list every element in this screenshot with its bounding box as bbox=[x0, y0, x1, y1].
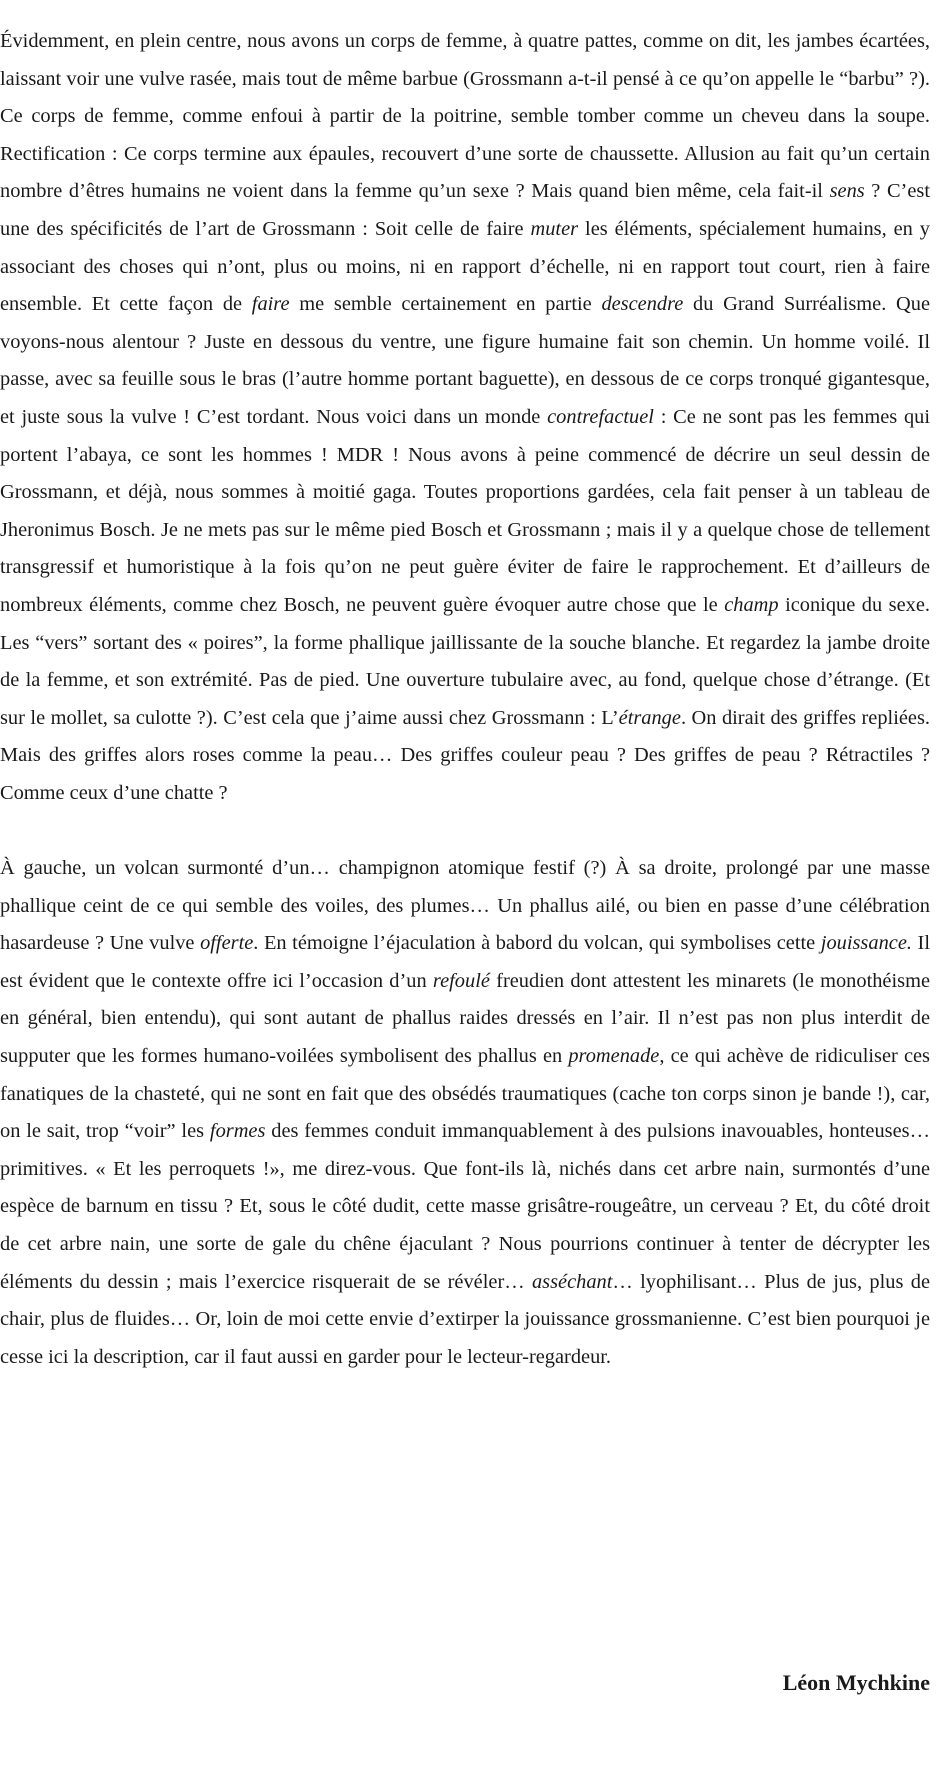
text-run: les éléments, spécialement humains, en y associant des choses qui n’ont, plus ou moins, ni en rapport d’échelle, ni en rapport tout court, rien à faire ensemble. Et cette façon de bbox=[0, 217, 930, 316]
text-run: . On dirait des griffes repliées. Mais des griffes alors roses comme la peau… Des griffes couleur peau ? Des griffes de peau ? Rétractiles ? Comme ceux d’une chatte ? bbox=[0, 706, 930, 804]
text-run: me semble certainement en partie bbox=[289, 293, 602, 316]
text-run: Il est évident que le contexte offre ici l’occasion d’un bbox=[0, 932, 930, 992]
paragraph-2 bbox=[0, 850, 930, 1376]
emphasis-text: descendre bbox=[601, 293, 684, 316]
emphasis-text: offerte bbox=[200, 932, 254, 955]
emphasis-text: muter bbox=[530, 217, 579, 240]
emphasis-text: contrefactuel bbox=[547, 405, 654, 428]
text-run: … lyophilisant… Plus de jus, plus de chair, plus de fluides… Or, loin de moi cette envie d’extirper la jouissance grossmanienne. C’est bien pourquoi je cesse ici la description, car il faut aussi en garder pour le lecteur-regardeur. bbox=[0, 1270, 930, 1368]
emphasis-text: faire bbox=[251, 293, 290, 316]
emphasis-text: jouissance. bbox=[820, 932, 912, 955]
emphasis-text: formes bbox=[209, 1120, 266, 1143]
text-run: Évidemment, en plein centre, nous avons un corps de femme, à quatre pattes, comme on dit, les jambes écartées, laissant voir une vulve rasée, mais tout de même barbue (Grossmann a-t-il pensé à ce qu’on appelle le “barbu” ?). Ce corps de femme, comme enfoui à partir de la poitrine, semble tomber comme un cheveu dans la soupe. Rectification : Ce corps termine aux épaules, recouvert d’une sorte de chaussette. Allusion au fait qu’un certain nombre d’êtres humains ne voient dans la femme qu’un sexe ? Mais quand bien même, cela fait-il bbox=[0, 30, 930, 203]
emphasis-text: étrange bbox=[618, 706, 681, 729]
text-run: iconique du sexe. Les “vers” sortant des « poires”, la forme phallique jaillissante de la souche blanche. Et regardez la jambe droite de la femme, et son extrémité. Pas de pied. Une ouverture tubulaire avec, au fond, quelque chose d’étrange. (Et sur le mollet, sa culotte ?). C’est cela que j’aime aussi chez Grossmann : L’ bbox=[0, 593, 930, 729]
text-run: : Ce ne sont pas les femmes qui portent l’abaya, ce sont les hommes ! MDR ! Nous avons à peine commencé de décrire un seul dessin de Grossmann, et déjà, nous sommes à moitié gaga. Toutes proportions gardées, cela fait penser à un tableau de Jheronimus Bosch. Je ne mets pas sur le même pied Bosch et Grossmann ; mais il y a quelque chose de tellement transgressif et humoristique à la fois qu’on ne peut guère éviter de faire le rapprochement. Et d’ailleurs de nombreux éléments, comme chez Bosch, ne peuvent guère évoquer autre chose que le bbox=[0, 405, 930, 616]
article-body bbox=[0, 23, 930, 1376]
text-run: des femmes conduit immanquablement à des pulsions inavouables, honteuses… primitives. « Et les perroquets !», me direz-vous. Que font-ils là, nichés dans cet arbre nain, surmontés d’une espèce de barnum en tissu ? Et, sous le côté dudit, cette masse grisâtre-rougeâtre, un cerveau ? Et, du côté droit de cet arbre nain, une sorte de gale du chêne éjaculant ? Nous pourrions continuer à tenter de décrypter les éléments du dessin ; mais l’exercice risquerait de se révéler… bbox=[0, 1120, 930, 1293]
text-run: du Grand Surréalisme. Que voyons-nous alentour ? Juste en dessous du ventre, une figure humaine fait son chemin. Un homme voilé. Il passe, avec sa feuille sous le bras (l’autre homme portant baguette), en dessous de ce corps tronqué gigantesque, et juste sous la vulve ! C’est tordant. Nous voici dans un monde bbox=[0, 293, 930, 428]
paragraph-1 bbox=[0, 23, 930, 812]
text-run: , ce qui achève de ridiculiser ces fanatiques de la chasteté, qui ne sont en fait que des obsédés traumatiques (cache ton corps sinon je bande !), car, on le sait, trop “voir” les bbox=[0, 1045, 930, 1143]
author-signature: Léon Mychkine bbox=[782, 1670, 930, 1695]
text-run: freudien dont attestent les minarets (le monothéisme en général, bien entendu), qui sont autant de phallus raides dressés en l’air. Il n’est pas non plus interdit de supputer que les formes humano-voilées symbolisent des phallus en bbox=[0, 969, 930, 1068]
emphasis-text: promenade bbox=[568, 1045, 660, 1068]
emphasis-text: champ bbox=[724, 593, 779, 616]
text-run: . En témoigne l’éjaculation à babord du volcan, qui symbolises cette bbox=[253, 932, 821, 955]
emphasis-text: refoulé bbox=[432, 969, 490, 992]
text-run: À gauche, un volcan surmonté d’un… champignon atomique festif (?) À sa droite, prolongé par une masse phallique ceint de ce qui semble des voiles, des plumes… Un phallus ailé, ou bien en passe d’une célébration hasardeuse ? Une vulve bbox=[0, 857, 930, 955]
emphasis-text: sens bbox=[829, 180, 865, 203]
text-run: ? C’est une des spécificités de l’art de Grossmann : Soit celle de faire bbox=[0, 180, 930, 240]
emphasis-text: asséchant bbox=[531, 1270, 613, 1293]
